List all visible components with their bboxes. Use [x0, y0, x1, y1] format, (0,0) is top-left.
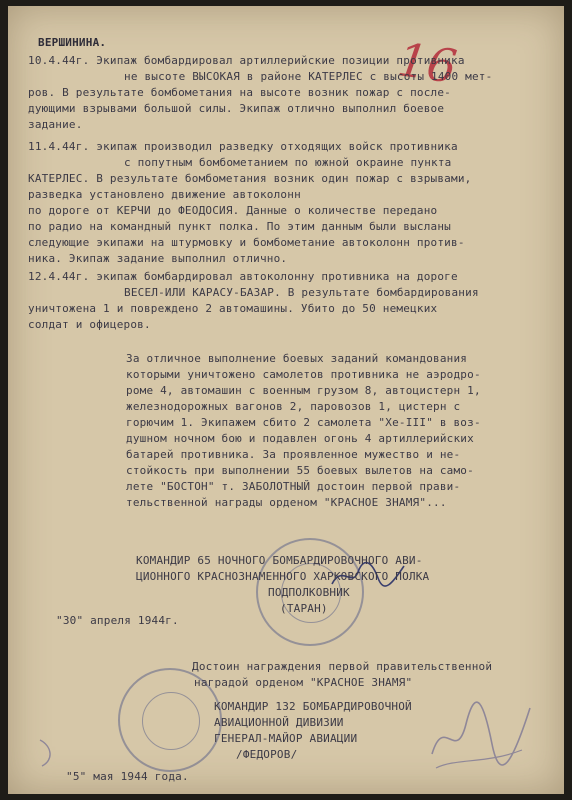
text-line: по радио на командный пункт полка. По этим данным были высланы	[28, 220, 451, 233]
text-line: За отличное выполнение боевых заданий командования	[126, 352, 468, 365]
text-line: батарей противника. За проявленное мужество и не-	[126, 448, 461, 461]
text-line: разведка установлено движение автоколонн	[28, 188, 301, 201]
text-line: стойкость при выполнении 55 боевых вылетов на само-	[126, 464, 474, 477]
text-line: роме 4, автомашин с военным грузом 8, автоцистерн 1,	[126, 384, 481, 397]
text-line: по дороге от КЕРЧИ до ФЕОДОСИЯ. Данные о количестве передано	[28, 204, 438, 217]
text-line: не высоте ВЫСОКАЯ в районе КАТЕРЛЕС с высоты 1400 мет-	[124, 70, 493, 83]
text-line: КАТЕРЛЕС. В результате бомбометания возник один пожар с взрывами,	[28, 172, 472, 185]
text-line: АВИАЦИОННОЙ ДИВИЗИИ	[214, 716, 344, 729]
text-line: с попутным бомбометанием по южной окраине пункта	[124, 156, 452, 169]
text-line: КОМАНДИР 65 НОЧНОГО БОМБАРДИРОВОЧНОГО АВИ-	[136, 554, 423, 567]
text-line: 12.4.44г. экипаж бомбардировал автоколонну противника на дороге	[28, 270, 458, 283]
text-line: ЦИОННОГО КРАСНОЗНАМЕННОГО ХАРКОВСКОГО ПОЛКА	[136, 570, 430, 583]
text-line: тельственной награды орденом "КРАСНОЕ ЗНАМЯ"...	[126, 496, 447, 509]
text-line: солдат и офицеров.	[28, 318, 151, 331]
text-line: задание.	[28, 118, 83, 131]
text-line: ВЕСЕЛ-ИЛИ КАРАСУ-БАЗАР. В результате бомбардирования	[124, 286, 479, 299]
text-line: дующими взрывами большой силы. Экипаж отлично выполнил боевое	[28, 102, 445, 115]
text-line: следующие экипажи на штурмовку и бомбометание автоколонн против-	[28, 236, 465, 249]
text-line: горючим 1. Экипажем сбито 2 самолета "Хе-III" в воз-	[126, 416, 481, 429]
text-line: ГЕНЕРАЛ-МАЙОР АВИАЦИИ	[214, 732, 358, 745]
red-pencil-mark: 16	[394, 32, 461, 94]
text-line: КОМАНДИР 132 БОМБАРДИРОВОЧНОЙ	[214, 700, 412, 713]
text-line: душном ночном бою и подавлен огонь 4 артиллерийских	[126, 432, 474, 445]
text-line: 11.4.44г. экипаж производил разведку отходящих войск противника	[28, 140, 458, 153]
text-line: ника. Экипаж задание выполнил отлично.	[28, 252, 288, 265]
text-line: /ФЕДОРОВ/	[236, 748, 298, 761]
text-line: уничтожена 1 и повреждено 2 автомашины. Убито до 50 немецких	[28, 302, 438, 315]
text-line: наградой орденом "КРАСНОЕ ЗНАМЯ"	[194, 676, 413, 689]
division-commander-signature	[426, 694, 536, 774]
text-line: ВЕРШИНИНА.	[38, 36, 107, 49]
text-line: (ТАРАН)	[280, 602, 328, 615]
document-page	[8, 6, 564, 794]
text-line: 10.4.44г. Экипаж бомбардировал артиллерийские позиции противника	[28, 54, 465, 67]
text-line: ПОДПОЛКОВНИК	[268, 586, 350, 599]
text-line: Достоин награждения первой правительственной	[192, 660, 493, 673]
text-line: "30" апреля 1944г.	[56, 614, 179, 627]
text-line: железнодорожных вагонов 2, паровозов 1, цистерн с	[126, 400, 461, 413]
text-line: которыми уничтожено самолетов противника не аэродро-	[126, 368, 481, 381]
text-line: "5" мая 1944 года.	[66, 770, 189, 783]
text-line: лете "БОСТОН" т. ЗАБОЛОТНЫЙ достоин первой прави-	[126, 480, 461, 493]
text-line: ров. В результате бомбометания на высоте возник пожар с после-	[28, 86, 451, 99]
